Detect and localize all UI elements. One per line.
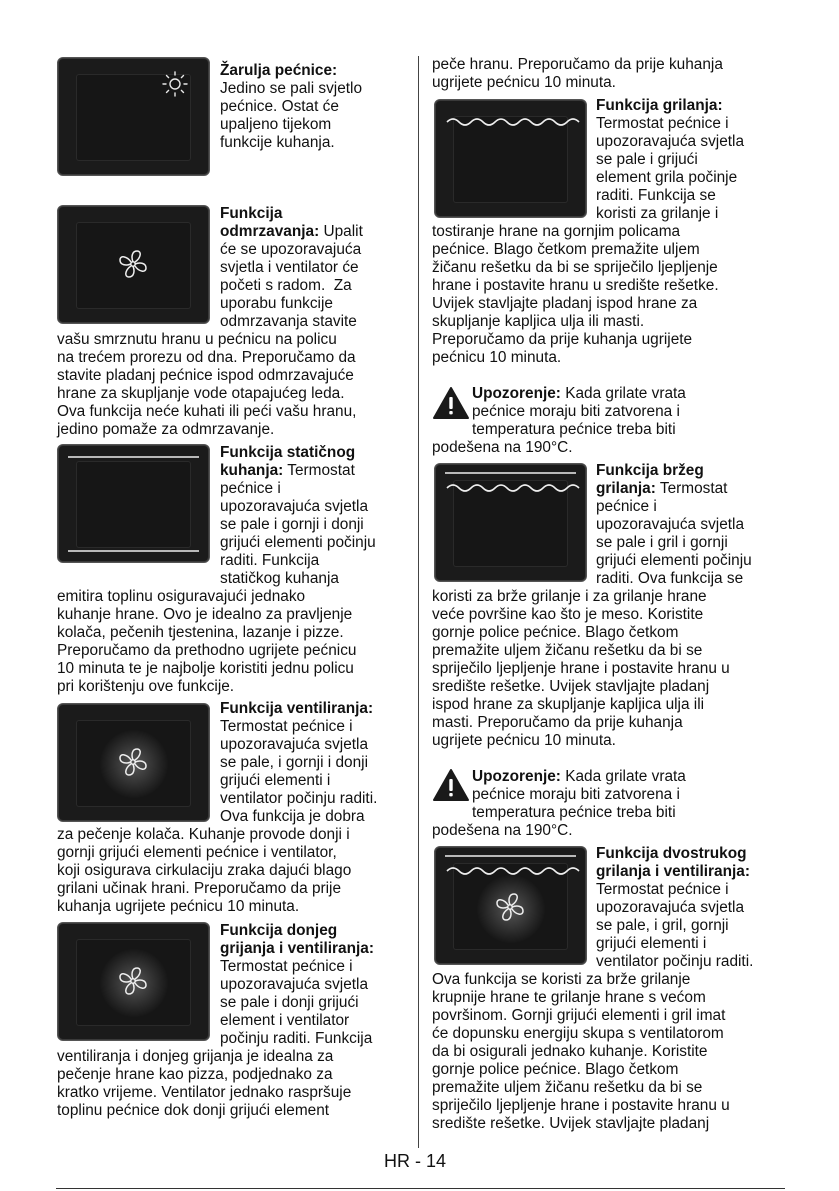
warning-triangle-icon	[432, 386, 470, 420]
left-column-line	[220, 241, 361, 259]
left-column-line	[220, 62, 337, 80]
body-text: temperatura pećnice treba biti	[472, 421, 676, 438]
left-column-line	[57, 678, 234, 696]
body-text: koristi za brže grilanje i za grilanje hrane	[432, 588, 707, 605]
body-text: raditi. Ova funkcija se	[596, 570, 744, 587]
left-column-line	[57, 385, 345, 403]
body-text: raditi. Funkcija se	[596, 187, 716, 204]
bold-heading: odmrzavanja:	[220, 223, 320, 240]
bold-heading: kuhanja:	[220, 462, 284, 479]
body-text: Ova funkcija je dobra	[220, 808, 365, 825]
left-column-line	[220, 277, 352, 295]
left-column-line	[220, 259, 359, 277]
body-text: jedino pomaže za odmrzavanje.	[57, 421, 275, 438]
left-column-line	[57, 624, 344, 642]
left-column-line	[220, 498, 368, 516]
left-column-line	[57, 1102, 329, 1120]
body-text: kuhanje hrane. Ovo je idealno za pravljenje	[57, 606, 353, 623]
body-text: kuhanja ugrijete pećnicu 10 minuta.	[57, 898, 300, 915]
left-column-line	[220, 958, 353, 976]
left-column-line	[220, 736, 368, 754]
left-column-line	[220, 718, 353, 736]
body-text: gornji grijući elementi pećnice i ventilator,	[57, 844, 337, 861]
right-column-line	[596, 534, 728, 552]
bold-heading: grijanja i ventiliranja:	[220, 940, 374, 957]
right-column-line	[596, 935, 706, 953]
fan-cooking-figure	[57, 703, 210, 822]
left-column-line	[57, 1066, 333, 1084]
body-text: ventiliranja i donjeg grijanja je idealna za	[57, 1048, 334, 1065]
body-text: temperatura pećnice treba biti	[472, 804, 676, 821]
bold-heading: Funkcija dvostrukog	[596, 845, 747, 862]
body-text: Upalit	[319, 223, 363, 240]
left-column-line	[57, 1048, 333, 1066]
right-column-line	[432, 1079, 702, 1097]
body-text: površinom. Gornji grijući elementi i gril imat	[432, 1007, 726, 1024]
body-text: podešena na 190°C.	[432, 822, 573, 839]
body-text: se pale, i gornji i donji	[220, 754, 369, 771]
right-column-line	[432, 989, 706, 1007]
body-text: premažite uljem žičanu rešetku da bi se	[432, 1079, 703, 1096]
body-text: hrane i postavite hranu u središte rešetke.	[432, 277, 719, 294]
grill-top-heat-icon	[435, 464, 586, 581]
defrost-figure	[57, 205, 210, 324]
body-text: krupnije hrane te grilanje hrane s većom	[432, 989, 706, 1006]
bottom-fan-figure	[57, 922, 210, 1041]
footer-rule	[56, 1188, 785, 1189]
left-column-line	[57, 606, 352, 624]
right-column-line	[596, 899, 744, 917]
left-column-line	[220, 80, 362, 98]
body-text: pri korištenju ove funkcije.	[57, 678, 235, 695]
body-text: žičanu rešetku da bi se spriječilo ljepljenje	[432, 259, 718, 276]
body-text: premažite uljem žičanu rešetku da bi se	[432, 642, 703, 659]
body-text: Ova funkcija se koristi za brže grilanje	[432, 971, 691, 988]
right-column-line	[596, 498, 657, 516]
right-column-line	[432, 732, 616, 750]
body-text: masti. Preporučamo da prije kuhanja	[432, 714, 683, 731]
top-bottom-heat-icon	[58, 445, 209, 562]
body-text: odmrzavanja stavite	[220, 313, 357, 330]
bold-heading: grilanja i ventiliranja:	[596, 863, 750, 880]
left-column-line	[57, 1084, 351, 1102]
body-text: stavite pladanj pećnice ispod odmrzavajuće	[57, 367, 354, 384]
left-column-line	[220, 772, 330, 790]
left-column-line	[220, 922, 337, 940]
body-text: statičkog kuhanja	[220, 570, 339, 587]
body-text: svjetla i ventilator će	[220, 259, 359, 276]
right-column-line	[596, 881, 729, 899]
right-column-line	[596, 133, 744, 151]
body-text: središte rešetke. Uvijek stavljajte pladanj	[432, 678, 710, 695]
body-text: Jedino se pali svjetlo	[220, 80, 363, 97]
right-column-line	[432, 1025, 724, 1043]
left-column-line	[220, 98, 339, 116]
body-text: na trećem prorezu od dna. Preporučamo da	[57, 349, 356, 366]
left-column-line	[57, 331, 337, 349]
grill-figure	[434, 99, 587, 218]
right-column-line	[596, 953, 753, 971]
body-text: grijući elementi počinju	[220, 534, 376, 551]
left-column-line	[220, 790, 377, 808]
left-column-line	[57, 862, 351, 880]
warning-triangle-icon	[432, 768, 470, 802]
left-column-line	[220, 552, 319, 570]
right-column-line	[472, 804, 676, 822]
lamp-icon	[58, 58, 209, 175]
body-text: Termostat pećnice i	[596, 115, 729, 132]
body-text: koristi za grilanje i	[596, 205, 719, 222]
body-text: će se upozoravajuća	[220, 241, 362, 258]
right-column-line	[432, 74, 616, 92]
right-column-line	[432, 714, 683, 732]
body-text: ventilator počinju raditi.	[220, 790, 378, 807]
body-text: Ova funkcija neće kuhati ili peći vašu hranu,	[57, 403, 357, 420]
right-column-line	[432, 822, 573, 840]
right-column-line	[432, 223, 680, 241]
body-text: Kada grilate vrata	[560, 385, 686, 402]
body-text: upozoravajuća svjetla	[220, 736, 369, 753]
right-column-line	[596, 115, 729, 133]
left-column-line	[220, 480, 281, 498]
bold-heading: Funkcija ventiliranja:	[220, 700, 374, 717]
left-column-line	[220, 444, 355, 462]
left-column-line	[57, 421, 274, 439]
body-text: pećnice i	[220, 480, 281, 497]
body-text: hrane za skupljanje vode otapajućeg leda.	[57, 385, 345, 402]
fast-grill-figure	[434, 463, 587, 582]
oven-lamp-figure	[57, 57, 210, 176]
right-column-line	[432, 624, 678, 642]
left-column-line	[220, 116, 331, 134]
right-column-line	[432, 642, 702, 660]
body-text: emitira toplinu osiguravajući jednako	[57, 588, 306, 605]
body-text: pećnice moraju biti zatvorena i	[472, 786, 680, 803]
double-grill-fan-figure	[434, 846, 587, 965]
left-column-line	[220, 1012, 349, 1030]
static-cooking-figure	[57, 444, 210, 563]
body-text: da bi osigurali jednako kuhanje. Koristite	[432, 1043, 708, 1060]
body-text: pećnice. Ostat će	[220, 98, 339, 115]
left-column-line	[57, 826, 350, 844]
right-column-line	[432, 259, 718, 277]
bold-heading: Upozorenje:	[472, 768, 561, 785]
left-column-line	[220, 700, 373, 718]
body-text: grijući elementi i	[220, 772, 331, 789]
body-text: se pale, i gril, gornji	[596, 917, 729, 934]
column-divider	[418, 56, 419, 1148]
body-text: uporabu funkcije	[220, 295, 333, 312]
body-text: središte rešetke. Uvijek stavljajte pladanj	[432, 1115, 710, 1132]
right-column-line	[596, 97, 723, 115]
left-column-line	[57, 660, 354, 678]
body-text: tostiranje hrane na gornjim policama	[432, 223, 681, 240]
bold-heading: Žarulja pećnice:	[220, 62, 338, 79]
body-text: upozoravajuća svjetla	[220, 498, 369, 515]
right-column-line	[472, 403, 680, 421]
body-text: počinju raditi. Funkcija	[220, 1030, 373, 1047]
left-column-line	[220, 295, 333, 313]
body-text: element grila počinje	[596, 169, 738, 186]
body-text: grijući elementi počinju	[596, 552, 752, 569]
right-column-line	[596, 516, 744, 534]
body-text: grijući elementi i	[596, 935, 707, 952]
body-text: za pečenje kolača. Kuhanje provode donji i	[57, 826, 350, 843]
left-column-line	[220, 976, 368, 994]
right-column-line	[432, 606, 703, 624]
body-text: ugrijete pećnicu 10 minuta.	[432, 732, 616, 749]
left-column-line	[220, 1030, 372, 1048]
body-text: ugrijete pećnicu 10 minuta.	[432, 74, 616, 91]
left-column-line	[57, 588, 305, 606]
left-column-line	[220, 223, 363, 241]
right-column-line	[596, 480, 727, 498]
right-column-line	[432, 241, 700, 259]
grill-fan-icon	[435, 847, 586, 964]
body-text: Termostat pećnice i	[220, 958, 353, 975]
body-text: ispod hrane za skupljanje kapljica ulja ili	[432, 696, 705, 713]
right-column-line	[472, 385, 686, 403]
bold-heading: Funkcija	[220, 205, 283, 222]
right-column-line	[432, 56, 723, 74]
body-text: kolača, pečenih tjestenina, lazanje i pizze.	[57, 624, 344, 641]
body-text: se pale i donji grijući	[220, 994, 359, 1011]
right-column-line	[432, 678, 709, 696]
body-text: vašu smrznutu hranu u pećnicu na policu	[57, 331, 337, 348]
body-text: se pale i gornji i donji	[220, 516, 364, 533]
body-text: upozoravajuća svjetla	[596, 133, 745, 150]
left-column-line	[57, 403, 356, 421]
left-column-line	[220, 516, 364, 534]
body-text: toplinu pećnice dok donji grijući element	[57, 1102, 330, 1119]
right-column-line	[472, 786, 680, 804]
right-column-line	[596, 462, 704, 480]
body-text: pećnicu 10 minuta.	[432, 349, 562, 366]
body-text: element i ventilator	[220, 1012, 350, 1029]
left-column-line	[220, 754, 368, 772]
right-column-line	[596, 863, 750, 881]
right-column-line	[596, 845, 747, 863]
body-text: ventilator počinju raditi.	[596, 953, 754, 970]
body-text: pećnice moraju biti zatvorena i	[472, 403, 680, 420]
page-number: HR - 14	[384, 1151, 447, 1171]
body-text: Termostat pećnice i	[596, 881, 729, 898]
left-column-line	[57, 349, 356, 367]
right-column-line	[596, 570, 743, 588]
body-text: Preporučamo da prethodno ugrijete pećnicu	[57, 642, 357, 659]
left-column-line	[220, 462, 355, 480]
bold-heading: Funkcija bržeg	[596, 462, 704, 479]
body-text: raditi. Funkcija	[220, 552, 320, 569]
grill-icon	[435, 100, 586, 217]
body-text: Termostat	[655, 480, 728, 497]
body-text: podešena na 190°C.	[432, 439, 573, 456]
body-text: koji osigurava cirkulaciju zraka dajući blago	[57, 862, 352, 879]
body-text: Preporučamo da prije kuhanja ugrijete	[432, 331, 693, 348]
bold-heading: Funkcija grilanja:	[596, 97, 723, 114]
right-column-line	[432, 349, 561, 367]
body-text: će dopunsku energiju skupa s ventilatorom	[432, 1025, 724, 1042]
bold-heading: Funkcija statičnog	[220, 444, 356, 461]
right-column-line	[596, 151, 698, 169]
body-text: pećnice. Blago četkom premažite uljem	[432, 241, 700, 258]
left-column-line	[220, 808, 365, 826]
body-text: spriječilo ljepljenje hrane i postavite hranu u	[432, 1097, 730, 1114]
body-text: gornje police pećnice. Blago četkom	[432, 1061, 679, 1078]
right-column-line	[472, 768, 686, 786]
body-text: kratko vrijeme. Ventilator jednako raspršuje	[57, 1084, 352, 1101]
left-column-line	[57, 880, 341, 898]
body-text: spriječilo ljepljenje hrane i postavite hranu u	[432, 660, 730, 677]
body-text: Termostat pećnice i	[220, 718, 353, 735]
right-column-line	[432, 1115, 709, 1133]
body-text: grilani učinak hrani. Preporučamo da prije	[57, 880, 342, 897]
body-text: veće površine kao što je meso. Koristite	[432, 606, 704, 623]
right-column-line	[432, 295, 697, 313]
left-column-line	[220, 534, 376, 552]
right-column-line	[432, 660, 730, 678]
right-column-line	[432, 1007, 725, 1025]
left-column-line	[57, 367, 354, 385]
right-column-line	[432, 439, 573, 457]
body-text: upozoravajuća svjetla	[596, 516, 745, 533]
body-text: upaljeno tijekom	[220, 116, 332, 133]
body-text: gornje police pećnice. Blago četkom	[432, 624, 679, 641]
right-column-line	[432, 696, 704, 714]
body-text: Termostat	[283, 462, 355, 479]
body-text: upozoravajuća svjetla	[220, 976, 369, 993]
right-column-line	[596, 187, 716, 205]
left-column-line	[57, 642, 356, 660]
right-column-line	[596, 917, 729, 935]
body-text: se pale i grijući	[596, 151, 698, 168]
left-column-line	[220, 134, 335, 152]
right-column-line	[432, 277, 719, 295]
body-text: početi s radom. Za	[220, 277, 352, 294]
right-column-line	[432, 971, 690, 989]
right-column-line	[432, 1061, 678, 1079]
body-text: skupljanje kapljica ulja ili masti.	[432, 313, 645, 330]
body-text: 10 minuta te je najbolje koristiti jednu policu	[57, 660, 354, 677]
right-column-line	[596, 169, 737, 187]
left-column-line	[220, 994, 359, 1012]
body-text: Kada grilate vrata	[560, 768, 686, 785]
left-column-line	[220, 205, 282, 223]
left-column-line	[220, 313, 357, 331]
right-column-line	[596, 205, 718, 223]
bold-heading: grilanja:	[596, 480, 656, 497]
left-column-line	[220, 940, 374, 958]
left-column-line	[57, 898, 299, 916]
body-text: se pale i gril i gornji	[596, 534, 728, 551]
right-column-line	[472, 421, 676, 439]
right-column-line	[432, 588, 707, 606]
bold-heading: Upozorenje:	[472, 385, 561, 402]
body-text: Uvijek stavljajte pladanj ispod hrane za	[432, 295, 698, 312]
left-column-line	[57, 844, 337, 862]
right-column-line	[432, 331, 692, 349]
body-text: funkcije kuhanja.	[220, 134, 335, 151]
left-column-line	[220, 570, 339, 588]
body-text: pečenje hrane kao pizza, podjednako za	[57, 1066, 333, 1083]
right-column-line	[432, 313, 644, 331]
right-column-line	[432, 1097, 730, 1115]
right-column-line	[596, 552, 752, 570]
body-text: peče hranu. Preporučamo da prije kuhanja	[432, 56, 723, 73]
body-text: pećnice i	[596, 498, 657, 515]
body-text: upozoravajuća svjetla	[596, 899, 745, 916]
right-column-line	[432, 1043, 708, 1061]
bold-heading: Funkcija donjeg	[220, 922, 338, 939]
